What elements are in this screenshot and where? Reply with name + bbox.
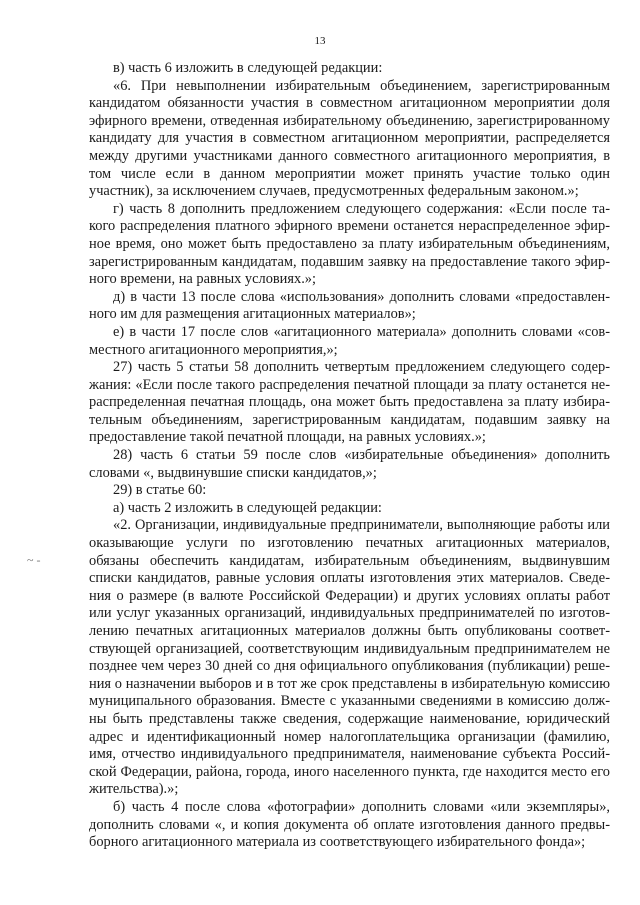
document-body (89, 60, 610, 852)
paragraph-item-28: 28) часть 6 статьи 59 после слов «избирательные объединения» дополнить словами «, выдвинувшие списки кандидатов,»; (89, 447, 610, 481)
paragraph-item-27: 27) часть 5 статьи 58 дополнить четвертым предложением следующего содержания: «Если после такого распределения печатной площади за плату останется нераспределенная печатная площадь, она может быть предоставлена за плату избирательным объединениям, зарегистрированным кандидатам, подавшим заявку на предоставление такой печатной площади, на равных условиях.»; (89, 359, 610, 446)
margin-mark: ~ - (27, 553, 41, 567)
page-number: 13 (314, 35, 326, 47)
paragraph-a-part-2: а) часть 2 изложить в следующей редакции: (113, 499, 382, 516)
paragraph-v-part-6: в) часть 6 изложить в следующей редакции: (113, 60, 383, 76)
paragraph-e-part-17: е) в части 17 после слов «агитационного материала» дополнить словами «совместного агитационного мероприятия,»; (89, 323, 610, 358)
paragraph-b-part-4: б) часть 4 после слова «фотографии» дополнить словами «или экземпляры», дополнить словами «, и копия документа об оплате изготовления данного предвыборного агитационного материала из соответствующего избирательного фонда»; (89, 798, 610, 851)
paragraph-part-2-text: «2. Организации, индивидуальные предприниматели, выполняющие работы или оказывающие услуги по изготовлению печатных агитационных материалов, обязаны обеспечить кандидатам, избирательным объединениям, выдвинувшим списки кандидатов, равные условия оплаты изготовления этих материалов. Сведения о размере (в валюте Российской Федерации) и других условиях оплаты работ или услуг указанных организаций, индивидуальных предпринимателей по изготовлению печатных агитационных материалов должны быть опубликованы соответствующей организацией, соответствующим индивидуальным предпринимателем не позднее чем через 30 дней со дня официального опубликования (публикации) решения о назначении выборов и в тот же срок представлены в избирательную комиссию муниципального образования. Вместе с указанными сведениями в комиссию должны быть представлены также сведения, содержащие наименование, юридический адрес и идентификационный номер налогоплательщика организации (фамилию, имя, отчество индивидуального предпринимателя, наименование субъекта Российской Федерации, района, города, иного населенного пункта, где находится место его жительства).»; (89, 517, 610, 798)
paragraph-item-29: 29) в статье 60: (113, 482, 207, 499)
paragraph-part-6-text: «6. При невыполнении избирательным объединением, зарегистрированным кандидатом обязанности участия в совместном агитационном мероприятии доля эфирного времени, отведенная избирательному объединению, зарегистрированному кандидату для участия в совместном агитационном мероприятии, распределяется между другими участниками данного совместного агитационного мероприятия, в том числе если в данном мероприятии может принять участие только один участник), за исключением случаев, предусмотренных федеральным законом.»; (89, 77, 610, 200)
paragraph-d-part-13: д) в части 13 после слова «использования» дополнить словами «предоставленного им для размещения агитационных материалов»; (89, 288, 610, 323)
paragraph-g-part-8: г) часть 8 дополнить предложением следующего содержания: «Если после такого распределения платного эфирного времени останется нераспределенное эфирное время, оно может быть предоставлено за плату избирательным объединениям, зарегистрированным кандидатам, подавшим заявку на предоставление такого эфирного времени, на равных условиях.»; (89, 200, 610, 288)
